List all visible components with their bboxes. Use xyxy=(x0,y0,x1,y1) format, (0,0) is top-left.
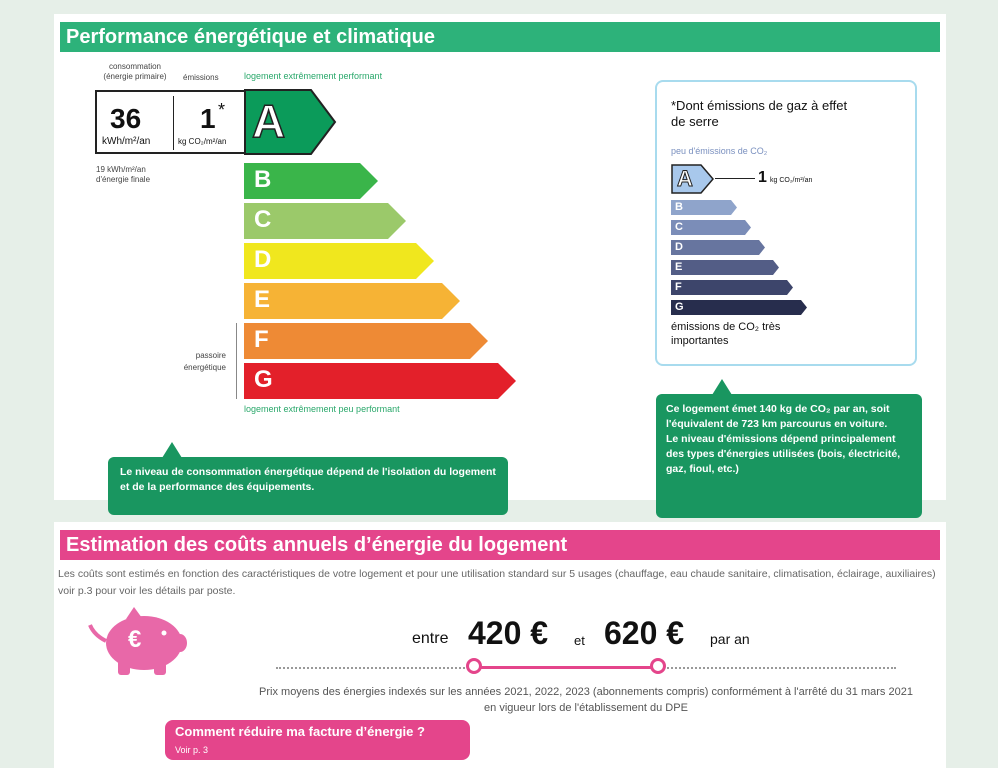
energy-class-b-letter: B xyxy=(254,166,272,193)
emissions-star: * xyxy=(218,100,226,120)
ges-value: 1 xyxy=(758,169,767,186)
ges-class-e xyxy=(671,260,779,275)
reduce-bill-page: Voir p. 3 xyxy=(175,745,209,755)
rating-a-letter: A xyxy=(252,95,286,147)
energy-class-c xyxy=(244,203,408,239)
energy-class-d-letter: D xyxy=(254,246,272,273)
energy-class-f-letter: F xyxy=(254,326,269,353)
ges-class-d-shape xyxy=(671,240,765,255)
energy-class-f xyxy=(244,323,490,359)
range-solid-line xyxy=(476,666,658,669)
energy-class-b xyxy=(244,163,380,199)
reduce-bill-title: Comment réduire ma facture d’énergie ? xyxy=(175,724,425,739)
emissions-unit: kg CO₂/m²/an xyxy=(178,137,227,146)
ges-rating-a-letter: A xyxy=(677,166,693,191)
range-min-marker xyxy=(466,658,482,674)
costs-description: Les coûts sont estimés en fonction des caractéristiques de votre logement et pour une utilisation standard sur 5 usages (chauffage, eau chaude sanitaire, climatisation, éclairage, auxiliaires) voir p.3 pour voir les détails par poste. xyxy=(58,568,936,597)
prices-note: Prix moyens des énergies indexés sur les années 2021, 2022, 2023 (abonnements compris) conformément à l'arrêté du 31 mars 2021 en vigueur lors de l'établissement du DPE xyxy=(259,686,913,714)
performance-header: Performance énergétique et climatique xyxy=(60,22,940,52)
ges-unit: kg CO₂/m²/an xyxy=(770,177,813,184)
energy-class-e-shape xyxy=(244,283,462,319)
ges-top-label: peu d'émissions de CO₂ xyxy=(671,146,768,156)
range-max-marker xyxy=(650,658,666,674)
cost-max: 620 € xyxy=(604,615,685,651)
ges-connector xyxy=(715,178,755,179)
top-performance-label: logement extrêmement performant xyxy=(244,71,383,81)
cost-and: et xyxy=(574,633,585,648)
costs-header: Estimation des coûts annuels d’énergie du logement xyxy=(60,530,940,560)
callout-pointer-left xyxy=(162,442,182,458)
energy-class-f-shape xyxy=(244,323,490,359)
piggy-euro-symbol: € xyxy=(128,626,142,653)
ges-class-f-shape xyxy=(671,280,793,295)
ges-class-g-letter: G xyxy=(675,301,684,313)
ges-class-g xyxy=(671,300,807,315)
ges-class-c xyxy=(671,220,751,235)
callout-pointer-right xyxy=(712,379,732,395)
ges-class-c-letter: C xyxy=(675,221,683,233)
bottom-performance-label: logement extrêmement peu performant xyxy=(244,404,400,414)
passoire-bracket xyxy=(236,323,237,399)
ges-class-e-letter: E xyxy=(675,261,683,273)
energy-class-g xyxy=(244,363,518,399)
ges-callout xyxy=(656,394,922,518)
passoire-label: passoire énergétique xyxy=(183,351,226,372)
ges-class-c-shape xyxy=(671,220,751,235)
ges-class-e-shape xyxy=(671,260,779,275)
ges-class-f xyxy=(671,280,793,295)
ges-class-b xyxy=(671,200,737,215)
emissions-value: 1 xyxy=(200,103,216,134)
cost-min: 420 € xyxy=(468,615,549,651)
ges-class-f-letter: F xyxy=(675,281,682,293)
reduce-bill-link[interactable] xyxy=(165,720,470,760)
ges-note: *Dont émissions de gaz à effet de serre xyxy=(671,98,848,129)
energy-class-g-letter: G xyxy=(254,366,273,393)
cost-per-year: par an xyxy=(710,631,750,647)
cost-between: entre xyxy=(412,630,449,647)
energy-class-g-shape xyxy=(244,363,518,399)
ges-class-g-shape xyxy=(671,300,807,315)
consumption-unit: kWh/m²/an xyxy=(102,136,151,147)
energy-class-d-shape xyxy=(244,243,436,279)
ges-bottom-label: émissions de CO₂ très importantes xyxy=(671,321,781,347)
ges-callout-line-1: Ce logement émet 140 kg de CO₂ par an, soit l'équivalent de 723 km parcourus en voiture. xyxy=(666,403,890,430)
emissions-label: émissions xyxy=(183,73,219,82)
energy-class-c-letter: C xyxy=(254,206,272,233)
ges-class-d xyxy=(671,240,765,255)
consumption-divider xyxy=(173,96,174,150)
final-energy-note: 19 kWh/m²/an d'énergie finale xyxy=(96,165,151,184)
ges-class-d-letter: D xyxy=(675,241,683,253)
energy-class-d xyxy=(244,243,436,279)
energy-callout: Le niveau de consommation énergétique dépend de l'isolation du logement et de la performance des équipements. xyxy=(108,457,508,515)
ges-callout-line-2: Le niveau d'émissions dépend principalement des types d'énergies utilisées (bois, électricité, gaz, fioul, etc.) xyxy=(666,433,901,475)
energy-class-e xyxy=(244,283,462,319)
ges-class-b-letter: B xyxy=(675,201,683,213)
energy-class-e-letter: E xyxy=(254,286,271,313)
consumption-label: consommation (énergie primaire) xyxy=(103,62,167,81)
consumption-value: 36 xyxy=(110,103,142,134)
